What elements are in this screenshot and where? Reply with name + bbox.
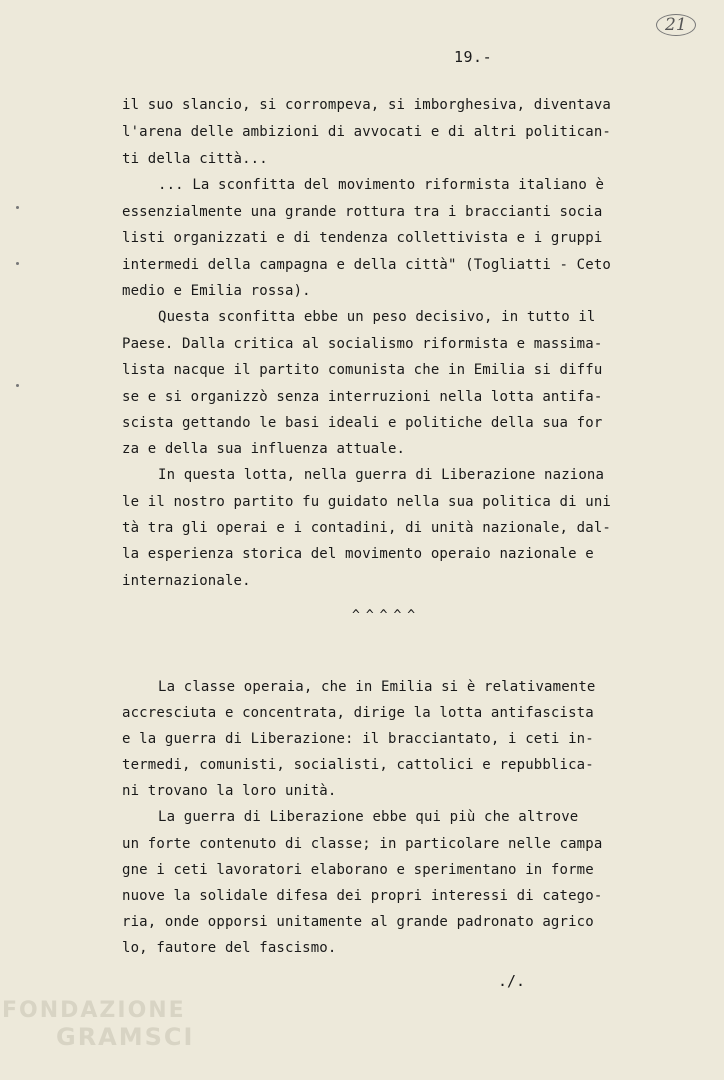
text-line: Paese. Dalla critica al socialismo riformista e massima-: [122, 336, 603, 352]
text-line: la esperienza storica del movimento operaio nazionale e: [122, 546, 594, 562]
watermark-line: GRAMSCI: [56, 1023, 195, 1051]
text-line: listi organizzati e di tendenza collettivista e i gruppi: [122, 230, 603, 246]
text-line: l'arena delle ambizioni di avvocati e di altri politican-: [122, 124, 611, 140]
text-line: La classe operaia, che in Emilia si è relativamente: [158, 679, 596, 695]
watermark-logo: [2, 998, 194, 1050]
text-line: se e si organizzò senza interruzioni nella lotta antifa-: [122, 389, 603, 405]
section-separator: ^^^^^: [352, 608, 422, 623]
text-line: lo, fautore del fascismo.: [122, 940, 337, 956]
paper-speck: [16, 262, 19, 265]
text-line: ... La sconfitta del movimento riformista italiano è: [158, 177, 605, 193]
text-line: le il nostro partito fu guidato nella sua politica di uni: [122, 494, 611, 510]
page-number: 19.-: [454, 48, 493, 66]
paper-speck: [16, 206, 19, 209]
text-line: accresciuta e concentrata, dirige la lotta antifascista: [122, 705, 594, 721]
text-line: In questa lotta, nella guerra di Liberazione naziona: [158, 467, 605, 483]
archive-number: 21: [656, 14, 696, 36]
text-line: nuove la solidale difesa dei propri interessi di catego-: [122, 888, 603, 904]
continuation-mark: ./.: [498, 972, 526, 990]
text-line: intermedi della campagna e della città" (Togliatti - Ceto: [122, 257, 611, 273]
text-line: il suo slancio, si corrompeva, si imborghesiva, diventava: [122, 97, 611, 113]
text-line: scista gettando le basi ideali e politiche della sua for: [122, 415, 603, 431]
text-line: La guerra di Liberazione ebbe qui più che altrove: [158, 809, 579, 825]
text-line: ti della città...: [122, 151, 268, 167]
text-line: Questa sconfitta ebbe un peso decisivo, in tutto il: [158, 309, 596, 325]
text-line: ni trovano la loro unità.: [122, 783, 337, 799]
text-line: ria, onde opporsi unitamente al grande padronato agrico: [122, 914, 594, 930]
text-line: gne i ceti lavoratori elaborano e sperimentano in forme: [122, 862, 594, 878]
text-line: lista nacque il partito comunista che in Emilia si diffu: [122, 362, 603, 378]
text-line: za e della sua influenza attuale.: [122, 441, 406, 457]
paper-speck: [16, 384, 19, 387]
watermark-line: FONDAZIONE: [2, 998, 186, 1023]
text-line: termedi, comunisti, socialisti, cattolici e repubblica-: [122, 757, 594, 773]
text-line: internazionale.: [122, 573, 251, 589]
text-line: un forte contenuto di classe; in particolare nelle campa: [122, 836, 603, 852]
text-line: e la guerra di Liberazione: il bracciantato, i ceti in-: [122, 731, 594, 747]
text-line: essenzialmente una grande rottura tra i braccianti socia: [122, 204, 603, 220]
text-line: tà tra gli operai e i contadini, di unità nazionale, dal-: [122, 520, 611, 536]
text-line: medio e Emilia rossa).: [122, 283, 311, 299]
